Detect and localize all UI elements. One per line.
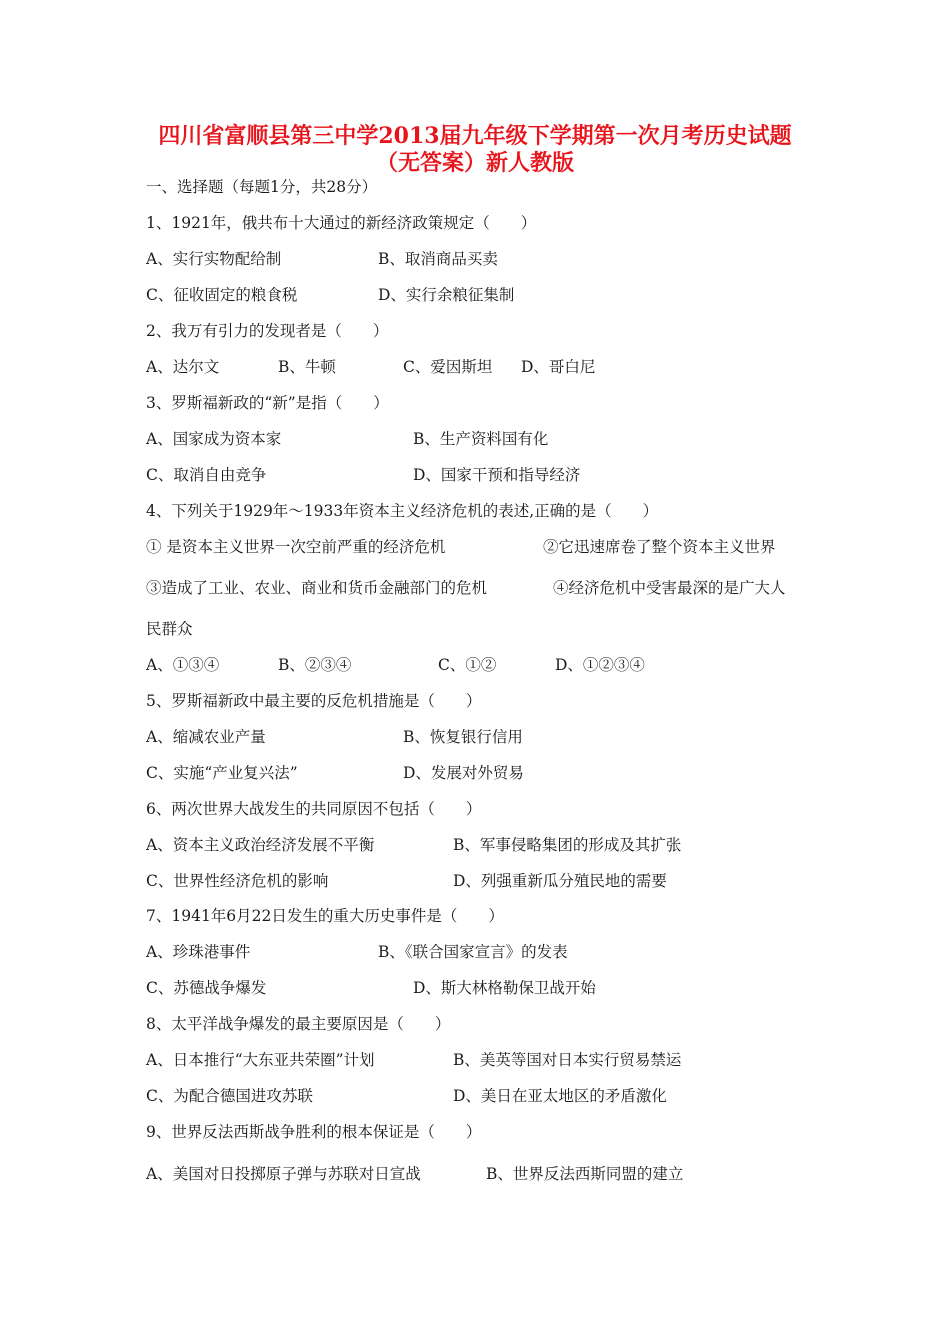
question-2-option-a: A、达尔文 [146,358,220,376]
question-4-statement-4: ④经济危机中受害最深的是广大人 [553,579,786,597]
question-2-option-b: B、牛顿 [278,358,336,376]
question-5-stem: 5、罗斯福新政中最主要的反危机措施是（ ） [146,692,482,710]
question-6-option-d: D、列强重新瓜分殖民地的需要 [453,872,667,890]
exam-title-line1: 四川省富顺县第三中学2013届九年级下学期第一次月考历史试题 [158,123,792,149]
question-8-option-a: A、日本推行“大东亚共荣圈”计划 [146,1051,375,1069]
question-7-stem: 7、1941年6月22日发生的重大历史事件是（ ） [146,907,504,925]
question-9-option-a: A、美国对日投掷原子弹与苏联对日宣战 [146,1165,421,1183]
question-1-option-d: D、实行余粮征集制 [378,286,515,304]
question-6-stem: 6、两次世界大战发生的共同原因不包括（ ） [146,800,482,818]
question-4-statement-2: ②它迅速席卷了整个资本主义世界 [543,538,776,556]
question-7-option-d: D、斯大林格勒保卫战开始 [413,979,596,997]
question-3-option-d: D、国家干预和指导经济 [413,466,581,484]
question-5-option-b: B、恢复银行信用 [403,728,523,746]
question-4-statement-1: ① 是资本主义世界一次空前严重的经济危机 [146,538,446,556]
question-6-option-b: B、军事侵略集团的形成及其扩张 [453,836,682,854]
question-6-option-c: C、世界性经济危机的影响 [146,872,329,890]
question-8-option-d: D、美日在亚太地区的矛盾激化 [453,1087,667,1105]
question-1-stem: 1、1921年，俄共布十大通过的新经济政策规定（ ） [146,214,537,232]
question-1-option-a: A、实行实物配给制 [146,250,282,268]
question-9-stem: 9、世界反法西斯战争胜利的根本保证是（ ） [146,1123,482,1141]
question-1-option-b: B、取消商品买卖 [378,250,498,268]
question-2-option-d: D、哥白尼 [521,358,596,376]
question-5-option-c: C、实施“产业复兴法” [146,764,298,782]
question-8-option-b: B、美英等国对日本实行贸易禁运 [453,1051,682,1069]
question-7-option-b: B、《联合国家宣言》的发表 [378,943,568,961]
question-8-stem: 8、太平洋战争爆发的最主要原因是（ ） [146,1015,451,1033]
question-2-stem: 2、我万有引力的发现者是（ ） [146,322,389,340]
question-4-option-d: D、①②③④ [555,656,645,674]
section-heading: 一、选择题（每题1分，共28分） [146,178,378,196]
question-6-option-a: A、资本主义政治经济发展不平衡 [146,836,375,854]
question-4-stem: 4、下列关于1929年～1933年资本主义经济危机的表述,正确的是（ ） [146,502,659,520]
question-1-option-c: C、征收固定的粮食税 [146,286,298,304]
question-4-option-b: B、②③④ [278,656,352,674]
question-4-option-c: C、①② [438,656,497,674]
question-4-option-a: A、①③④ [146,656,220,674]
question-3-option-c: C、取消自由竞争 [146,466,267,484]
question-5-option-d: D、发展对外贸易 [403,764,524,782]
question-8-option-c: C、为配合德国进攻苏联 [146,1087,313,1105]
question-9-option-b: B、世界反法西斯同盟的建立 [486,1165,684,1183]
question-2-option-c: C、爱因斯坦 [403,358,493,376]
question-7-option-a: A、珍珠港事件 [146,943,251,961]
question-3-stem: 3、罗斯福新政的“新”是指（ ） [146,394,389,412]
question-3-option-a: A、国家成为资本家 [146,430,282,448]
question-5-option-a: A、缩减农业产量 [146,728,266,746]
exam-title-line2: （无答案）新人教版 [375,150,574,176]
question-7-option-c: C、苏德战争爆发 [146,979,267,997]
question-4-statement-4-continued: 民群众 [146,620,193,638]
question-3-option-b: B、生产资料国有化 [413,430,549,448]
question-4-statement-3: ③造成了工业、农业、商业和货币金融部门的危机 [146,579,488,597]
